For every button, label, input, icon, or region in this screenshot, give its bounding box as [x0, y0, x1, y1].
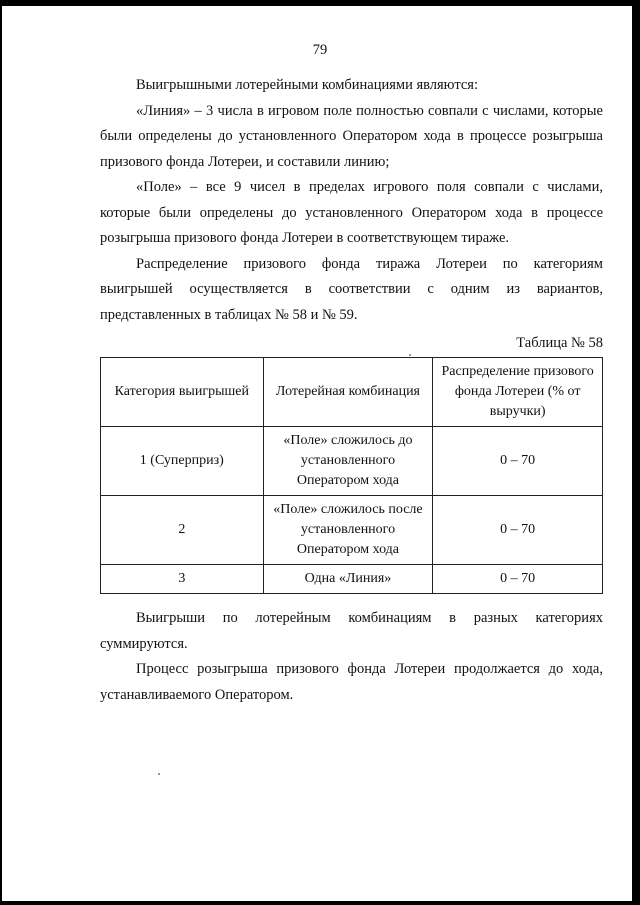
page-number: 79 — [312, 42, 328, 58]
table-caption: Таблица № 58 — [516, 335, 603, 351]
paragraph-intro: Выигрышными лотерейными комбинациями являются: — [136, 77, 478, 93]
cell-category: 2 — [101, 496, 264, 565]
header-combination: Лотерейная комбинация — [263, 358, 433, 427]
table-header-row — [101, 358, 603, 427]
cell-distribution: 0 – 70 — [433, 496, 603, 565]
cell-distribution: 0 – 70 — [433, 427, 603, 496]
document-body — [100, 73, 603, 708]
paragraph-distribution: Распределение призового фонда тиража Лотереи по категориям выигрышей осуществляется в соответствии с одним из вариантов, представленных в таблицах № 58 и № 59. — [100, 255, 603, 323]
scan-edge-bottom — [0, 901, 640, 905]
paragraph-field-definition: «Поле» – все 9 чисел в пределах игрового поля совпали с числами, которые были определены до установленного Оператором хода в процессе розыгрыша призового фонда Лотереи в соответствующем тираже. — [100, 179, 603, 246]
table-row — [101, 565, 603, 594]
after-table-section — [100, 606, 603, 708]
table-row — [101, 427, 603, 496]
cell-combination: «Поле» сложилось до установленного Оператором хода — [263, 427, 433, 496]
header-category: Категория выигрышей — [101, 358, 264, 427]
table-row — [101, 496, 603, 565]
scan-speck — [158, 773, 160, 775]
scan-edge-top — [0, 0, 640, 6]
cell-distribution: 0 – 70 — [433, 565, 603, 594]
cell-combination: Одна «Линия» — [263, 565, 433, 594]
paragraph-summation: Выигрыши по лотерейным комбинациям в разных категориях суммируются. — [100, 610, 603, 652]
paragraph-line-definition: «Линия» – 3 числа в игровом поле полностью совпали с числами, которые были определены до установленного Оператором хода в процессе розыгрыша призового фонда Лотереи, и составили линию; — [100, 102, 603, 170]
cell-category: 1 (Суперприз) — [101, 427, 264, 496]
scan-speck — [409, 354, 411, 356]
header-distribution: Распределение призового фонда Лотереи (% от выручки) — [433, 358, 603, 427]
paragraph-continuation: Процесс розыгрыша призового фонда Лотереи продолжается до хода, устанавливаемого Оператором. — [100, 661, 603, 703]
cell-category: 3 — [101, 565, 264, 594]
prize-distribution-table — [100, 357, 603, 594]
scan-edge-left — [0, 0, 2, 905]
scan-edge-right — [632, 0, 640, 905]
cell-combination: «Поле» сложилось после установленного Оператором хода — [263, 496, 433, 565]
